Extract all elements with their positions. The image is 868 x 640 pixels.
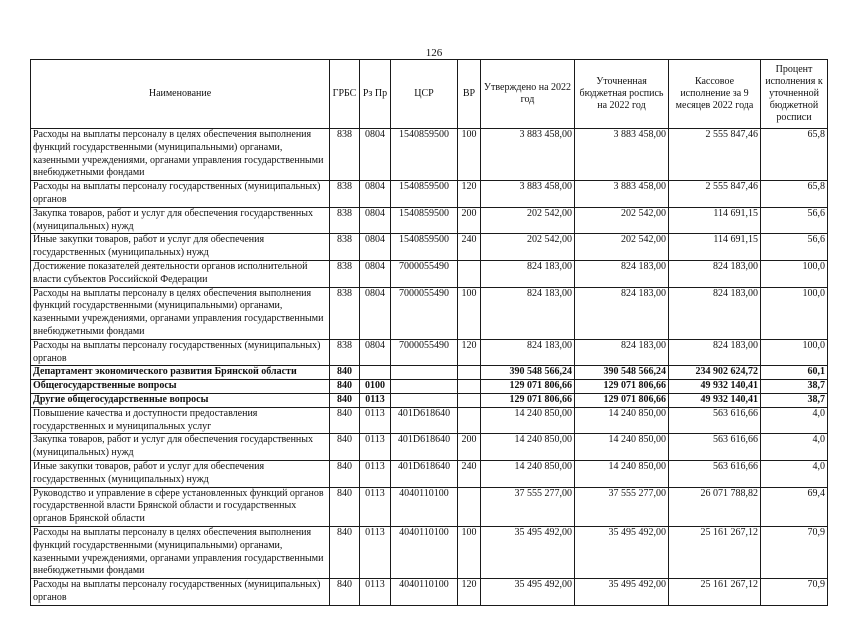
cell-rzpr: 0804 [360,260,391,287]
table-row [31,487,828,526]
cell-vr [458,407,481,434]
cell-grbs: 840 [330,526,360,578]
cell-name: Общегосударственные вопросы [31,380,330,394]
cell-cash: 563 616,66 [669,460,761,487]
cell-csr: 1540859500 [391,181,458,208]
cell-cash: 114 691,15 [669,207,761,234]
cell-name: Достижение показателей деятельности органов исполнительной власти субъектов Российской Федерации [31,260,330,287]
cell-grbs: 840 [330,393,360,407]
cell-cash: 114 691,15 [669,234,761,261]
cell-rzpr [360,366,391,380]
cell-rzpr: 0804 [360,181,391,208]
cell-grbs: 840 [330,366,360,380]
cell-csr: 7000055490 [391,339,458,366]
cell-vr: 100 [458,287,481,339]
table-row [31,339,828,366]
cell-cash: 26 071 788,82 [669,487,761,526]
header-rzpr: Рз Пр [360,60,391,129]
cell-csr: 7000055490 [391,260,458,287]
cell-percent: 70,9 [761,579,828,606]
table-row [31,234,828,261]
cell-rzpr: 0804 [360,339,391,366]
cell-csr: 4040110100 [391,579,458,606]
table-row [31,579,828,606]
cell-grbs: 840 [330,579,360,606]
cell-percent: 4,0 [761,434,828,461]
cell-percent: 38,7 [761,380,828,394]
cell-percent: 100,0 [761,339,828,366]
cell-rzpr: 0804 [360,287,391,339]
table-row [31,526,828,578]
cell-cash: 2 555 847,46 [669,181,761,208]
cell-name: Другие общегосударственные вопросы [31,393,330,407]
cell-refined: 35 495 492,00 [575,526,669,578]
table-row [31,460,828,487]
cell-cash: 563 616,66 [669,434,761,461]
cell-rzpr: 0113 [360,393,391,407]
cell-grbs: 838 [330,260,360,287]
cell-approved: 3 883 458,00 [481,181,575,208]
cell-percent: 65,8 [761,181,828,208]
cell-refined: 129 071 806,66 [575,380,669,394]
cell-name: Руководство и управление в сфере установленных функций органов государственной власти Брянской области и государственных органов Брянской области [31,487,330,526]
cell-vr: 100 [458,129,481,181]
cell-cash: 234 902 624,72 [669,366,761,380]
page-number: 126 [425,47,443,59]
cell-csr: 401D618640 [391,407,458,434]
cell-name: Закупка товаров, работ и услуг для обеспечения государственных (муниципальных) нужд [31,434,330,461]
cell-name: Расходы на выплаты персоналу государственных (муниципальных) органов [31,579,330,606]
cell-approved: 824 183,00 [481,260,575,287]
cell-refined: 202 542,00 [575,234,669,261]
cell-grbs: 838 [330,287,360,339]
table-row [31,434,828,461]
cell-refined: 3 883 458,00 [575,129,669,181]
table-header-row [31,60,828,129]
cell-approved: 390 548 566,24 [481,366,575,380]
cell-grbs: 838 [330,234,360,261]
cell-name: Повышение качества и доступности предоставления государственных и муниципальных услуг [31,407,330,434]
cell-cash: 824 183,00 [669,287,761,339]
table-row [31,380,828,394]
cell-rzpr: 0113 [360,460,391,487]
cell-vr [458,487,481,526]
cell-approved: 202 542,00 [481,207,575,234]
cell-vr: 240 [458,234,481,261]
cell-vr [458,260,481,287]
header-approved: Утверждено на 2022 год [481,60,575,129]
cell-approved: 3 883 458,00 [481,129,575,181]
cell-name: Расходы на выплаты персоналу в целях обеспечения выполнения функций государственными (муниципальными) органами, казенными учреждениями, органами управления государственными внебюджетными фондами [31,129,330,181]
cell-grbs: 840 [330,434,360,461]
cell-vr: 120 [458,579,481,606]
cell-approved: 202 542,00 [481,234,575,261]
cell-rzpr: 0804 [360,234,391,261]
cell-csr [391,366,458,380]
cell-refined: 824 183,00 [575,339,669,366]
cell-approved: 824 183,00 [481,339,575,366]
cell-cash: 563 616,66 [669,407,761,434]
cell-csr [391,380,458,394]
cell-refined: 14 240 850,00 [575,460,669,487]
header-vr: ВР [458,60,481,129]
cell-approved: 35 495 492,00 [481,526,575,578]
cell-refined: 824 183,00 [575,287,669,339]
cell-refined: 14 240 850,00 [575,434,669,461]
cell-approved: 14 240 850,00 [481,434,575,461]
cell-refined: 37 555 277,00 [575,487,669,526]
table-row [31,287,828,339]
cell-rzpr: 0113 [360,407,391,434]
cell-rzpr: 0113 [360,579,391,606]
cell-refined: 390 548 566,24 [575,366,669,380]
cell-percent: 65,8 [761,129,828,181]
cell-approved: 129 071 806,66 [481,393,575,407]
cell-vr: 120 [458,181,481,208]
cell-name: Расходы на выплаты персоналу в целях обеспечения выполнения функций государственными (муниципальными) органами, казенными учреждениями, органами управления государственными внебюджетными фондами [31,526,330,578]
budget-table [30,59,828,606]
cell-approved: 14 240 850,00 [481,460,575,487]
table-row [31,181,828,208]
cell-name: Расходы на выплаты персоналу государственных (муниципальных) органов [31,339,330,366]
cell-approved: 37 555 277,00 [481,487,575,526]
cell-percent: 56,6 [761,234,828,261]
cell-percent: 56,6 [761,207,828,234]
cell-cash: 824 183,00 [669,339,761,366]
cell-rzpr: 0113 [360,487,391,526]
cell-csr: 7000055490 [391,287,458,339]
cell-vr [458,366,481,380]
cell-csr: 1540859500 [391,234,458,261]
cell-percent: 100,0 [761,260,828,287]
cell-refined: 3 883 458,00 [575,181,669,208]
table-row [31,393,828,407]
table-row [31,260,828,287]
cell-rzpr: 0804 [360,207,391,234]
header-percent: Процент исполнения к уточненной бюджетной росписи [761,60,828,129]
cell-percent: 4,0 [761,460,828,487]
cell-vr: 100 [458,526,481,578]
cell-name: Департамент экономического развития Брянской области [31,366,330,380]
cell-percent: 60,1 [761,366,828,380]
cell-csr: 4040110100 [391,487,458,526]
cell-csr: 4040110100 [391,526,458,578]
cell-csr [391,393,458,407]
header-cash: Кассовое исполнение за 9 месяцев 2022 года [669,60,761,129]
cell-cash: 49 932 140,41 [669,380,761,394]
cell-grbs: 838 [330,129,360,181]
cell-refined: 824 183,00 [575,260,669,287]
cell-grbs: 840 [330,460,360,487]
cell-percent: 4,0 [761,407,828,434]
header-name: Наименование [31,60,330,129]
table-row [31,129,828,181]
cell-csr: 1540859500 [391,207,458,234]
cell-name: Расходы на выплаты персоналу в целях обеспечения выполнения функций государственными (муниципальными) органами, казенными учреждениями, органами управления государственными внебюджетными фондами [31,287,330,339]
cell-refined: 202 542,00 [575,207,669,234]
table-row [31,207,828,234]
header-csr: ЦСР [391,60,458,129]
cell-cash: 49 932 140,41 [669,393,761,407]
cell-rzpr: 0100 [360,380,391,394]
table-row [31,407,828,434]
cell-cash: 2 555 847,46 [669,129,761,181]
cell-percent: 69,4 [761,487,828,526]
cell-cash: 824 183,00 [669,260,761,287]
cell-grbs: 838 [330,181,360,208]
cell-rzpr: 0113 [360,526,391,578]
cell-grbs: 838 [330,207,360,234]
cell-percent: 38,7 [761,393,828,407]
cell-approved: 14 240 850,00 [481,407,575,434]
cell-vr [458,380,481,394]
cell-rzpr: 0113 [360,434,391,461]
cell-csr: 401D618640 [391,434,458,461]
cell-name: Иные закупки товаров, работ и услуг для обеспечения государственных (муниципальных) нужд [31,234,330,261]
cell-refined: 35 495 492,00 [575,579,669,606]
cell-percent: 70,9 [761,526,828,578]
cell-name: Закупка товаров, работ и услуг для обеспечения государственных (муниципальных) нужд [31,207,330,234]
cell-grbs: 840 [330,487,360,526]
cell-cash: 25 161 267,12 [669,579,761,606]
cell-grbs: 838 [330,339,360,366]
header-refined: Уточненная бюджетная роспись на 2022 год [575,60,669,129]
header-grbs: ГРБС [330,60,360,129]
cell-csr: 1540859500 [391,129,458,181]
cell-vr: 200 [458,207,481,234]
cell-cash: 25 161 267,12 [669,526,761,578]
cell-vr: 120 [458,339,481,366]
cell-rzpr: 0804 [360,129,391,181]
cell-approved: 35 495 492,00 [481,579,575,606]
table-row [31,366,828,380]
cell-refined: 14 240 850,00 [575,407,669,434]
cell-approved: 129 071 806,66 [481,380,575,394]
cell-vr: 240 [458,460,481,487]
cell-name: Иные закупки товаров, работ и услуг для обеспечения государственных (муниципальных) нужд [31,460,330,487]
cell-csr: 401D618640 [391,460,458,487]
cell-approved: 824 183,00 [481,287,575,339]
cell-percent: 100,0 [761,287,828,339]
cell-vr: 200 [458,434,481,461]
cell-refined: 129 071 806,66 [575,393,669,407]
cell-grbs: 840 [330,407,360,434]
cell-vr [458,393,481,407]
cell-name: Расходы на выплаты персоналу государственных (муниципальных) органов [31,181,330,208]
cell-grbs: 840 [330,380,360,394]
